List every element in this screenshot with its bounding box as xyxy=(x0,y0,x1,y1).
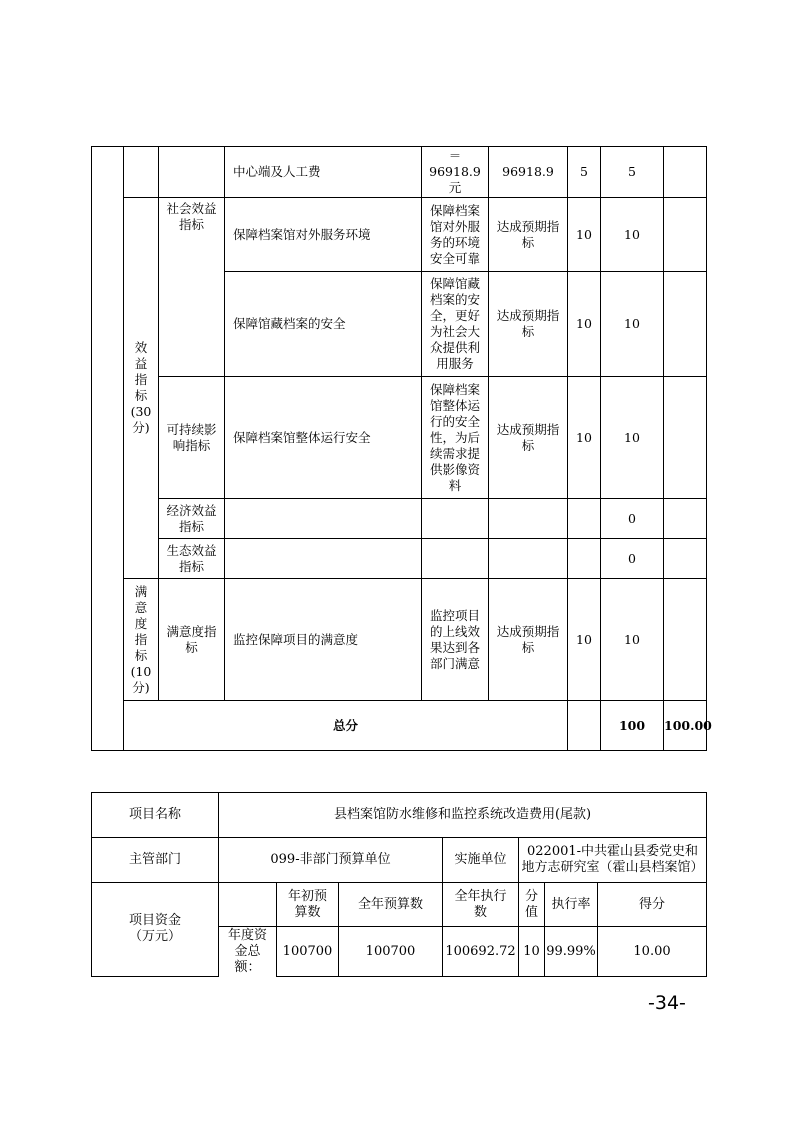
performance-table xyxy=(91,146,712,751)
header-score: 得分 xyxy=(598,883,707,927)
rate-value: 99.99% xyxy=(545,927,598,977)
score-value: 10 xyxy=(601,579,664,701)
score-value: 0 xyxy=(601,499,664,539)
blank-cell xyxy=(664,377,707,499)
blank-cell xyxy=(422,539,489,579)
target-value: 监控项目 的上线效 果达到各 部门满意 xyxy=(422,579,489,701)
project-name-label: 项目名称 xyxy=(92,793,219,838)
indicator-name: 监控保障项目的满意度 xyxy=(225,579,422,701)
score-value: 10 xyxy=(601,377,664,499)
satisfaction-label: 满意度指 标 xyxy=(159,579,225,701)
indicator-name: 保障馆藏档案的安全 xyxy=(225,272,422,377)
implementer-value: 022001-中共霍山县委党史和 地方志研究室（霍山县档案馆） xyxy=(519,838,707,883)
blank-cell xyxy=(568,499,601,539)
weight-value: 10 xyxy=(568,198,601,272)
social-benefit-label: 社会效益 指标 xyxy=(159,198,225,377)
actual-value: 96918.9 xyxy=(489,147,568,198)
annual-budget-value: 100700 xyxy=(339,927,443,977)
target-value: 保障馆藏 档案的安 全，更好 为社会大 众提供利 用服务 xyxy=(422,272,489,377)
header-executed: 全年执行 数 xyxy=(443,883,519,927)
header-points: 分 值 xyxy=(519,883,545,927)
department-label: 主管部门 xyxy=(92,838,219,883)
score-value: 10 xyxy=(601,198,664,272)
actual-value: 达成预期指 标 xyxy=(489,579,568,701)
total-label: 总分 xyxy=(124,701,568,751)
blank-cell xyxy=(664,147,707,198)
score-value: 10.00 xyxy=(598,927,707,977)
blank-cell xyxy=(225,539,422,579)
weight-value: 10 xyxy=(568,579,601,701)
header-initial-budget: 年初预 算数 xyxy=(277,883,339,927)
indicator-name: 中心端及人工费 xyxy=(225,147,422,198)
indicator-name: 保障档案馆整体运行安全 xyxy=(225,377,422,499)
indicator-name: 保障档案馆对外服务环境 xyxy=(225,198,422,272)
blank-cell xyxy=(489,499,568,539)
blank-cell xyxy=(422,499,489,539)
page-number: -34- xyxy=(648,992,686,1014)
project-info-table xyxy=(91,792,707,977)
actual-value: 达成预期指 标 xyxy=(489,272,568,377)
weight-value: 10 xyxy=(568,377,601,499)
blank-cell xyxy=(664,499,707,539)
points-value: 10 xyxy=(519,927,545,977)
target-value: ＝ 96918.9 元 xyxy=(422,147,489,198)
score-value: 10 xyxy=(601,272,664,377)
annual-fund-label: 年度资 金总 额： xyxy=(219,927,277,977)
benefit-category: 效 益 指 标 (30 分) xyxy=(124,198,159,579)
header-annual-budget: 全年预算数 xyxy=(339,883,443,927)
target-value: 保障档案 馆对外服 务的环境 安全可靠 xyxy=(422,198,489,272)
project-name-value: 县档案馆防水维修和监控系统改造费用(尾款) xyxy=(219,793,707,838)
blank-cell xyxy=(568,701,601,751)
blank-cell xyxy=(159,147,225,198)
header-rate: 执行率 xyxy=(545,883,598,927)
score-value: 5 xyxy=(601,147,664,198)
department-value: 099-非部门预算单位 xyxy=(219,838,443,883)
target-value: 保障档案 馆整体运 行的安全 性，为后 续需求提 供影像资 料 xyxy=(422,377,489,499)
ecology-benefit-label: 生态效益 指标 xyxy=(159,539,225,579)
implementer-label: 实施单位 xyxy=(443,838,519,883)
economic-benefit-label: 经济效益 指标 xyxy=(159,499,225,539)
blank-cell xyxy=(664,198,707,272)
fund-label: 项目资金 （万元） xyxy=(92,883,219,977)
weight-value: 10 xyxy=(568,272,601,377)
executed-value: 100692.72 xyxy=(443,927,519,977)
score-value: 0 xyxy=(601,539,664,579)
blank-cell xyxy=(219,883,277,927)
blank-cell xyxy=(664,272,707,377)
actual-value: 达成预期指 标 xyxy=(489,198,568,272)
blank-cell xyxy=(568,539,601,579)
blank-cell xyxy=(664,539,707,579)
weight-value: 5 xyxy=(568,147,601,198)
blank-cell xyxy=(92,147,124,751)
total-weight: 100 xyxy=(601,701,664,751)
actual-value: 达成预期指 标 xyxy=(489,377,568,499)
initial-budget-value: 100700 xyxy=(277,927,339,977)
blank-cell xyxy=(225,499,422,539)
blank-cell xyxy=(489,539,568,579)
blank-cell xyxy=(124,147,159,198)
satisfaction-category: 满 意 度 指 标 (10 分) xyxy=(124,579,159,701)
total-score: 100.00 xyxy=(664,701,707,751)
sustainability-label: 可持续影 响指标 xyxy=(159,377,225,499)
blank-cell xyxy=(664,579,707,701)
